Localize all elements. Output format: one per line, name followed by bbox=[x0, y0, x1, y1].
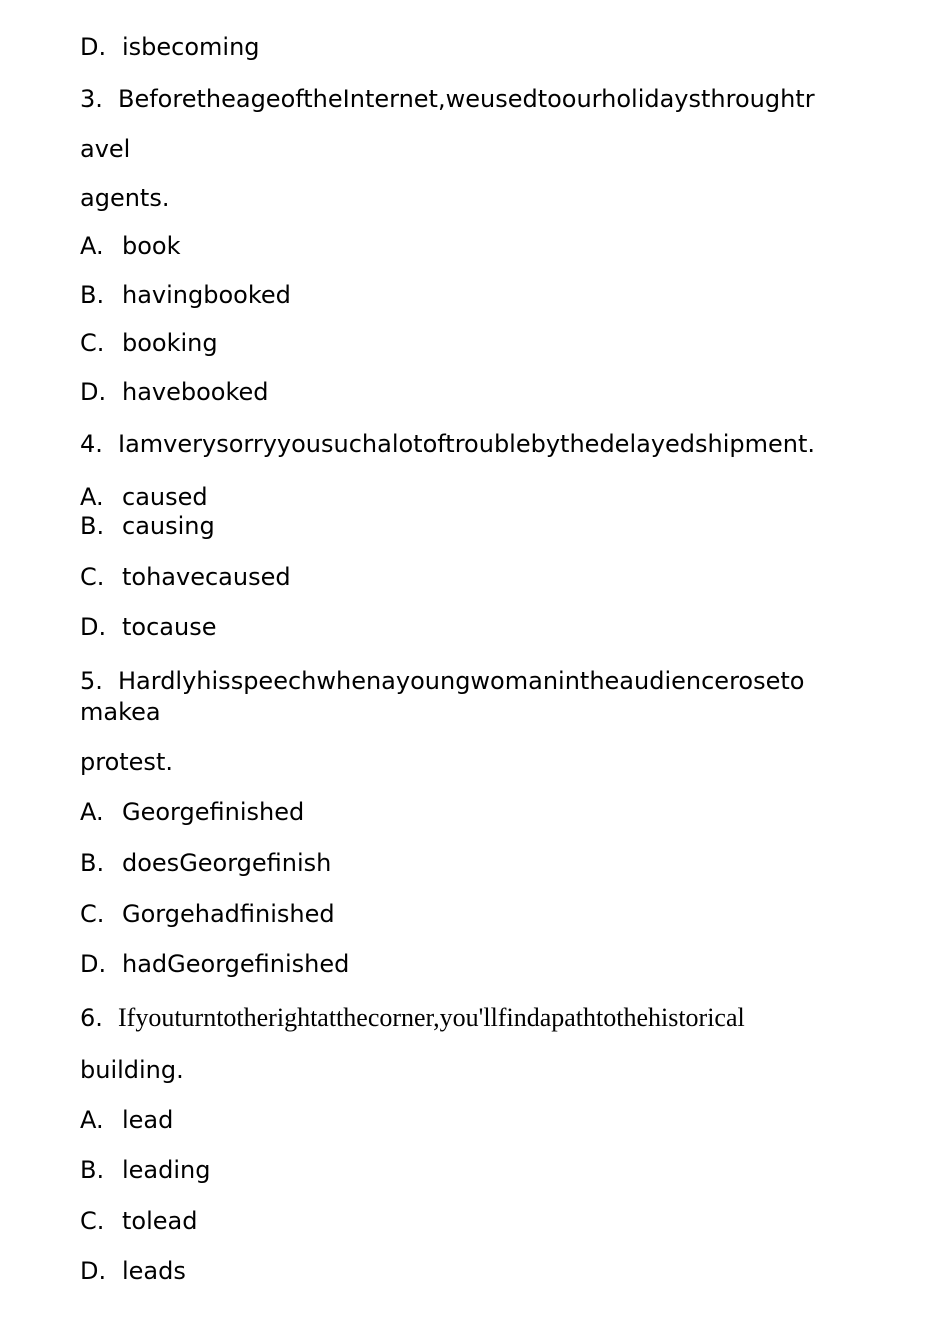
option-letter: A. bbox=[80, 1106, 104, 1134]
option-letter: C. bbox=[80, 1207, 105, 1235]
option-text: isbecoming bbox=[122, 33, 260, 61]
option-letter: B. bbox=[80, 512, 105, 540]
q4-option-a bbox=[80, 485, 208, 509]
q4-option-c bbox=[80, 565, 291, 589]
q5-option-b bbox=[80, 851, 331, 875]
option-letter: B. bbox=[80, 281, 105, 309]
q4-stem-line-1 bbox=[80, 432, 815, 456]
option-letter: B. bbox=[80, 1156, 105, 1184]
option-text: tolead bbox=[122, 1207, 198, 1235]
question-text: Hardlyhisspeechwhenayoungwomanintheaudienceroseto bbox=[118, 667, 805, 695]
option-letter: C. bbox=[80, 563, 105, 591]
q6-option-d bbox=[80, 1259, 186, 1283]
option-text: havebooked bbox=[122, 378, 269, 406]
q3-option-b bbox=[80, 283, 291, 307]
q3-option-c bbox=[80, 331, 218, 355]
question-number: 5. bbox=[80, 667, 103, 695]
option-text: leading bbox=[122, 1156, 211, 1184]
q4-option-b bbox=[80, 514, 215, 538]
q6-option-b bbox=[80, 1158, 211, 1182]
option-letter: C. bbox=[80, 900, 105, 928]
option-text: Georgefinished bbox=[122, 798, 305, 826]
option-text: tohavecaused bbox=[122, 563, 291, 591]
option-letter: A. bbox=[80, 483, 104, 511]
option-text: caused bbox=[122, 483, 208, 511]
q3-option-a bbox=[80, 234, 181, 258]
option-text: causing bbox=[122, 512, 215, 540]
question-text: Ifyouturntotherightatthecorner,you'llfindapathtothehistorical bbox=[118, 1003, 745, 1032]
q6-stem-line-2: building. bbox=[80, 1056, 184, 1084]
q5-stem-line-2: makea bbox=[80, 698, 161, 726]
question-text: BeforetheageoftheInternet,weusedtoourholidaysthroughtr bbox=[118, 85, 815, 113]
option-text: tocause bbox=[122, 613, 217, 641]
q6-stem-line-1 bbox=[80, 1005, 745, 1031]
q5-stem-line-1 bbox=[80, 669, 804, 693]
q4-option-d bbox=[80, 615, 216, 639]
option-letter: A. bbox=[80, 798, 104, 826]
option-letter: C. bbox=[80, 329, 105, 357]
question-number: 3. bbox=[80, 85, 103, 113]
q6-option-a bbox=[80, 1108, 173, 1132]
option-letter: D. bbox=[80, 613, 107, 641]
option-letter: D. bbox=[80, 950, 107, 978]
option-letter: B. bbox=[80, 849, 105, 877]
option-text: lead bbox=[122, 1106, 174, 1134]
option-text: havingbooked bbox=[122, 281, 291, 309]
option-text: booking bbox=[122, 329, 218, 357]
question-text: Iamverysorryyousuchalotoftroublebythedelayedshipment. bbox=[118, 430, 816, 458]
option-text: leads bbox=[122, 1257, 186, 1285]
question-number: 4. bbox=[80, 430, 103, 458]
option-text: book bbox=[122, 232, 181, 260]
q6-option-c bbox=[80, 1209, 197, 1233]
q5-option-d bbox=[80, 952, 349, 976]
q3-option-d bbox=[80, 380, 269, 404]
q3-stem-line-3: agents. bbox=[80, 184, 170, 212]
option-letter: A. bbox=[80, 232, 104, 260]
q2-option-d bbox=[80, 35, 260, 59]
q5-option-c bbox=[80, 902, 335, 926]
q5-stem-line-3: protest. bbox=[80, 748, 173, 776]
option-letter: D. bbox=[80, 378, 107, 406]
q3-stem-line-1 bbox=[80, 87, 815, 111]
option-text: doesGeorgefinish bbox=[122, 849, 332, 877]
q3-stem-line-2: avel bbox=[80, 135, 131, 163]
option-text: Gorgehadfinished bbox=[122, 900, 335, 928]
q5-option-a bbox=[80, 800, 304, 824]
option-text: hadGeorgefinished bbox=[122, 950, 350, 978]
option-letter: D. bbox=[80, 33, 107, 61]
option-letter: D. bbox=[80, 1257, 107, 1285]
question-number: 6. bbox=[80, 1004, 103, 1032]
